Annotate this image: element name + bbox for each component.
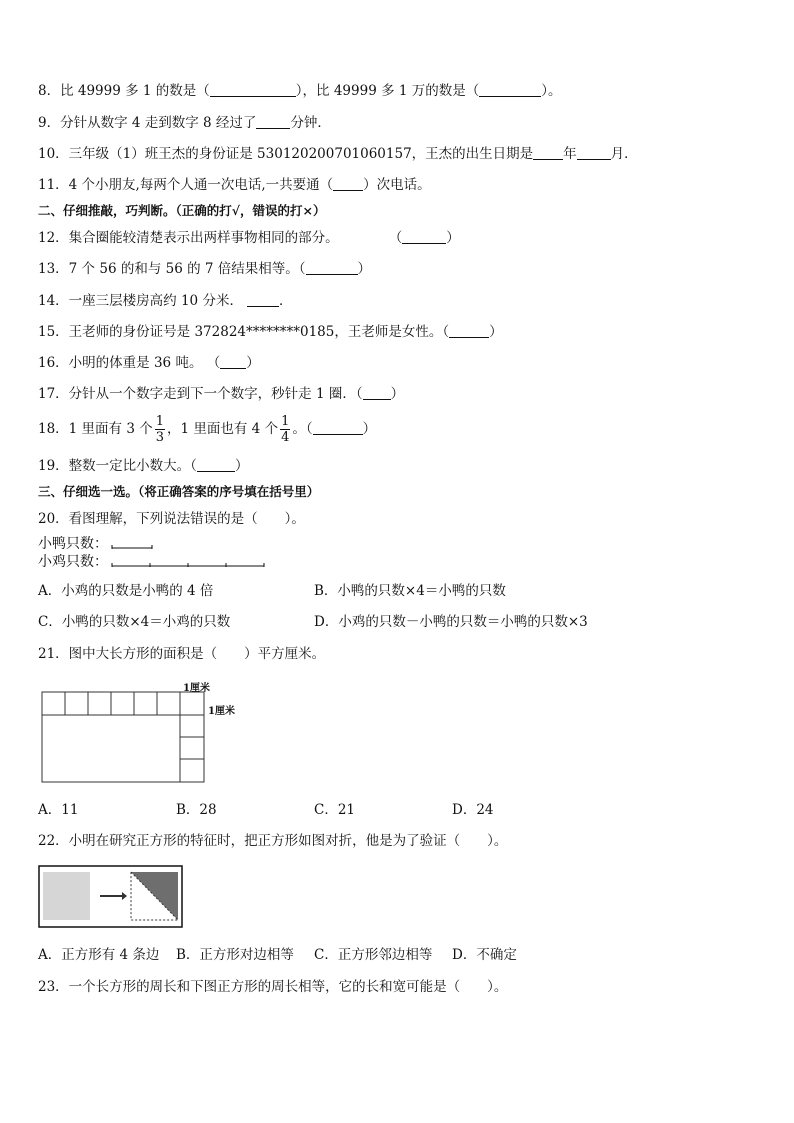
- question-13: 13．7 个 56 的和与 56 的 7 倍结果相等。（ ）: [38, 261, 372, 277]
- answer-blank[interactable]: [449, 324, 489, 338]
- answer-blank[interactable]: [577, 146, 611, 160]
- question-23-stem: 23．一个长方形的周长和下图正方形的周长相等，它的长和宽可能是（ ）。: [38, 979, 508, 995]
- square-fold-figure: [38, 865, 184, 929]
- rectangle-grid-figure: [41, 691, 207, 785]
- q20-option-a[interactable]: A．小鸡的只数是小鸭的 4 倍: [38, 583, 214, 599]
- question-11: 11．4 个小朋友,每两个人通一次电话,一共要通（ ）次电话。: [38, 177, 431, 193]
- q21-option-b[interactable]: B．28: [176, 802, 217, 818]
- section-3-title: 三、仔细选一选。（将正确答案的序号填在括号里）: [38, 484, 320, 499]
- question-19: 19．整数一定比小数大。（ ）: [38, 458, 249, 474]
- answer-blank[interactable]: [533, 146, 563, 160]
- unit-label-right: 1厘米: [208, 706, 235, 717]
- q20-option-b[interactable]: B．小鸭的只数×4＝小鸭的只数: [314, 583, 506, 599]
- square-icon: [43, 872, 90, 920]
- question-21-stem: 21．图中大长方形的面积是（ ）平方厘米。: [38, 646, 326, 662]
- q22-option-a[interactable]: A．正方形有 4 条边: [38, 947, 160, 963]
- q20-option-d[interactable]: D．小鸡的只数－小鸭的只数＝小鸭的只数×3: [314, 614, 588, 630]
- answer-blank[interactable]: [220, 355, 246, 369]
- fraction-one-quarter: $\frac{1}{4}$: [281, 414, 290, 445]
- question-16: 16．小明的体重是 36 吨。 （ ）: [38, 355, 260, 371]
- q21-option-a[interactable]: A．11: [38, 802, 79, 818]
- q21-option-c[interactable]: C．21: [314, 802, 356, 818]
- q22-option-b[interactable]: B．正方形对边相等: [176, 947, 294, 963]
- answer-blank[interactable]: [479, 83, 541, 97]
- question-18: 18．1 里面有 3 个 $\frac{1}{3}$ ，1 里面也有 4 个 $\frac{1}{4}$ 。（ ）: [38, 414, 377, 445]
- unit-label-top: 1厘米: [183, 683, 210, 694]
- section-2-title: 二、仔细推敲，巧判断。（正确的打√，错误的打×）: [38, 203, 326, 218]
- fraction-one-third: $\frac{1}{3}$: [155, 414, 165, 445]
- answer-blank[interactable]: [197, 458, 235, 472]
- question-14: 14．一座三层楼房高约 10 分米． ．: [38, 293, 293, 309]
- question-8: 8．比 49999 多 1 的数是（ ），比 49999 多 1 万的数是（ ）。: [38, 83, 562, 99]
- question-10: 10．三年级（1）班王杰的身份证是 530120200701060157，王杰的出生日期是 年 月．: [38, 146, 638, 162]
- chick-count-label: 小鸡只数：: [38, 554, 108, 570]
- answer-blank[interactable]: [313, 421, 363, 435]
- question-22-stem: 22．小明在研究正方形的特征时，把正方形如图对折，他是为了验证（ ）。: [38, 833, 508, 849]
- duck-count-label: 小鸭只数：: [38, 536, 108, 552]
- question-20-stem: 20．看图理解，下列说法错误的是（ ）。: [38, 511, 305, 527]
- q21-option-d[interactable]: D．24: [452, 802, 494, 818]
- q22-option-d[interactable]: D．不确定: [452, 947, 517, 963]
- answer-blank[interactable]: [306, 261, 358, 275]
- q20-option-c[interactable]: C．小鸭的只数×4＝小鸡的只数: [38, 614, 231, 630]
- question-15: 15．王老师的身份证号是 372824********0185，王老师是女性。（ ）: [38, 324, 503, 340]
- question-9: 9．分针从数字 4 走到数字 8 经过了 分钟．: [38, 115, 331, 131]
- answer-blank[interactable]: [256, 115, 290, 129]
- question-17: 17．分针从一个数字走到下一个数字，秒针走 1 圈．（ ）: [38, 386, 405, 402]
- arrow-right-icon: [100, 892, 127, 900]
- answer-blank[interactable]: [210, 83, 296, 97]
- line-segment-diagram: [110, 540, 270, 570]
- answer-blank[interactable]: [333, 177, 363, 191]
- answer-blank[interactable]: [363, 386, 391, 400]
- q22-option-c[interactable]: C．正方形邻边相等: [314, 947, 433, 963]
- answer-blank[interactable]: [402, 230, 446, 244]
- answer-blank[interactable]: [247, 293, 279, 307]
- question-12: 12．集合圈能较清楚表示出两样事物相同的部分。 （ ）: [38, 230, 460, 246]
